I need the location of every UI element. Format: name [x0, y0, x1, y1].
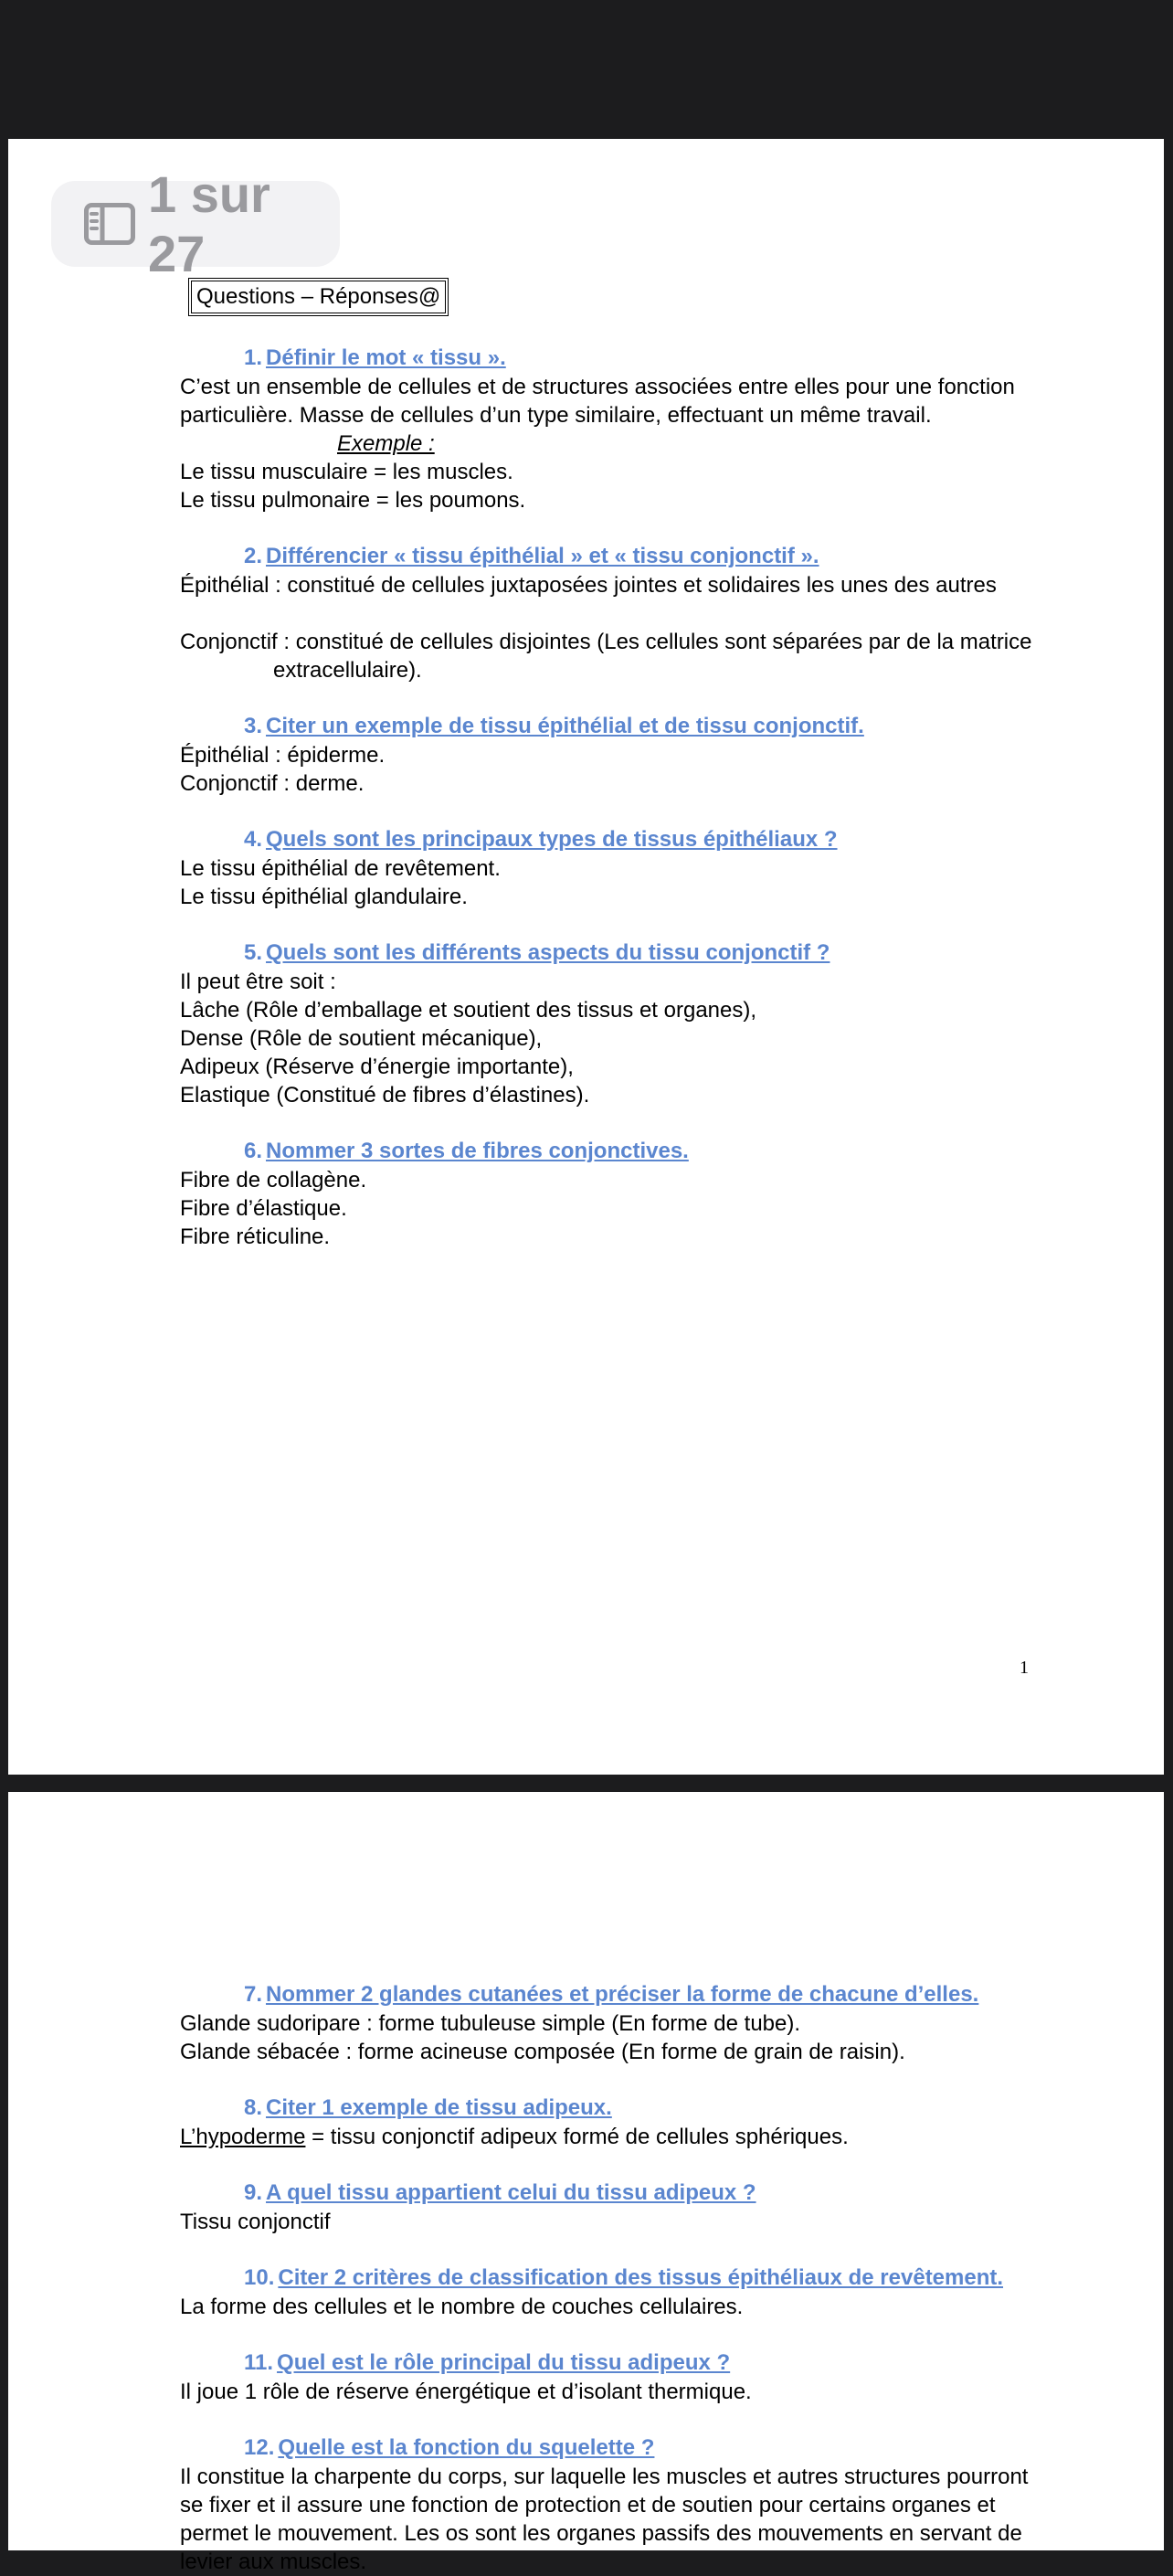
question-3: 3. Citer un exemple de tissu épithélial et de tissu conjonctif. — [244, 714, 864, 738]
answer-6: Fibre de collagène. Fibre d’élastique. Fibre réticuline. — [180, 1168, 367, 1249]
question-11: 11. Quel est le rôle principal du tissu adipeux ? — [244, 2350, 731, 2375]
sidebar-toggle-icon — [84, 203, 135, 245]
question-6: 6. Nommer 3 sortes de fibres conjonctives. — [244, 1139, 689, 1163]
answer-4: Le tissu épithélial de revêtement. Le tissu épithélial glandulaire. — [180, 856, 501, 909]
question-9: 9. A quel tissu appartient celui du tissu adipeux ? — [244, 2180, 756, 2205]
answer-11: Il joue 1 rôle de réserve énergétique et d’isolant thermique. — [180, 2380, 752, 2404]
answer-3: Épithélial : épiderme. Conjonctif : derme. — [180, 743, 386, 796]
question-8: 8. Citer 1 exemple de tissu adipeux. — [244, 2095, 612, 2120]
question-7: 7. Nommer 2 glandes cutanées et préciser la forme de chacune d’elles. — [244, 1982, 979, 2007]
answer-12: Il constitue la charpente du corps, sur laquelle les muscles et autres structures pourront se fixer et il assure une fonction de protection et de soutien pour certains organes et permet le mouvement. Les os sont les organes passifs des mouvements en servant de levier aux muscles. — [180, 2465, 1029, 2574]
question-2: 2. Différencier « tissu épithélial » et « tissu conjonctif ». — [244, 544, 819, 568]
page-2-content — [180, 1953, 1073, 2576]
document-page-2 — [8, 1792, 1164, 2574]
answer-9: Tissu conjonctif — [180, 2210, 331, 2234]
document-title: Questions – Réponses@ — [188, 278, 449, 316]
question-4: 4. Quels sont les principaux types de tissus épithéliaux ? — [244, 827, 838, 852]
question-10: 10. Citer 2 critères de classification des tissus épithéliaux de revêtement. — [244, 2265, 1004, 2290]
page-indicator-button[interactable] — [51, 165, 340, 282]
question-1: 1. Définir le mot « tissu ». — [244, 345, 506, 370]
page-1-content — [180, 278, 1073, 1251]
answer-2: Épithélial : constitué de cellules juxtaposées jointes et solidaires les unes des autres Conjonctif : constitué de cellules disjointes (Les cellules sont séparées par de la matrice extracellulaire). — [180, 573, 1032, 683]
question-12: 12. Quelle est la fonction du squelette ? — [244, 2435, 655, 2460]
answer-10: La forme des cellules et le nombre de couches cellulaires. — [180, 2295, 744, 2319]
example-label: Exemple : — [337, 431, 435, 456]
document-page-1 — [8, 139, 1164, 1775]
answer-5: Il peut être soit : Lâche (Rôle d’emballage et soutient des tissus et organes), Dense (Rôle de soutient mécanique), Adipeux (Réserve d’énergie importante), Elastique (Constitué de fibres d’élastines). — [180, 970, 757, 1108]
hypoderme-term: L’hypoderme — [180, 2125, 306, 2149]
page-indicator-label: 1 sur 27 — [148, 165, 270, 282]
page-number: 1 — [1020, 1658, 1029, 1678]
answer-8: L’hypoderme = tissu conjonctif adipeux formé de cellules sphériques. — [180, 2125, 849, 2149]
answer-1: C’est un ensemble de cellules et de structures associées entre elles pour une fonction particulière. Masse de cellules d’un type similaire, effectuant un même travail. Exemple : Le tissu musculaire = les muscles. Le tissu pulmonaire = les poumons. — [180, 373, 1073, 514]
question-5: 5. Quels sont les différents aspects du tissu conjonctif ? — [244, 940, 830, 965]
answer-7: Glande sudoripare : forme tubuleuse simple (En forme de tube). Glande sébacée : forme acineuse composée (En forme de grain de raisin). — [180, 2011, 905, 2064]
